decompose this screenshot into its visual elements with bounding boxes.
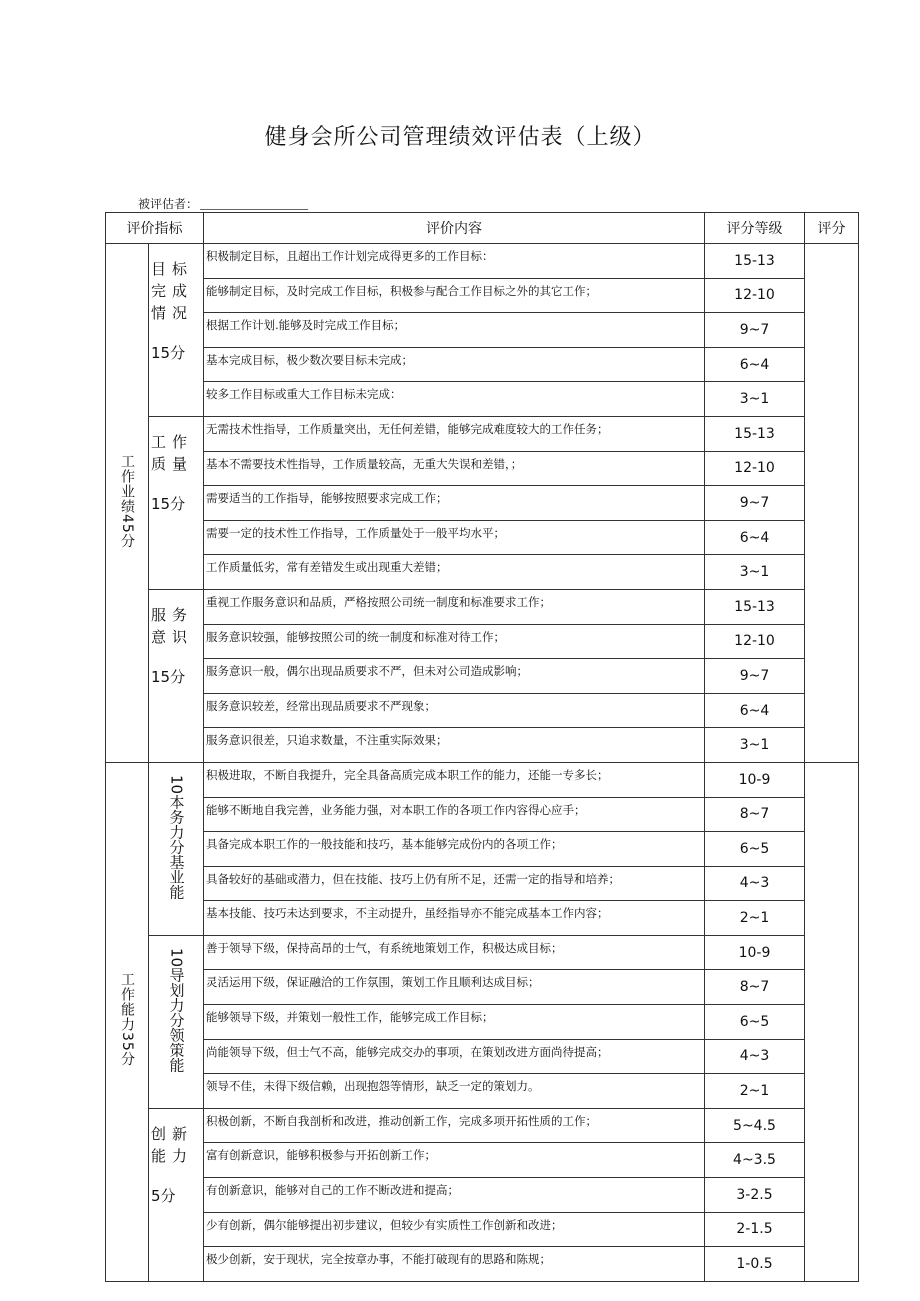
criteria-text: 服务意识很差，只追求数量，不注重实际效果； — [204, 728, 705, 763]
table-row — [106, 832, 859, 867]
criteria-text: 需要适当的工作指导，能够按照要求完成工作； — [204, 486, 705, 521]
grade-range: 2-1.5 — [705, 1212, 805, 1247]
subcategory-cell — [149, 589, 204, 762]
evaluatee-field — [138, 195, 308, 212]
criteria-text: 积极制定目标，且超出工作计划完成得更多的工作目标： — [204, 244, 705, 279]
criteria-text: 基本技能、技巧未达到要求，不主动提升，虽经指导亦不能完成基本工作内容； — [204, 901, 705, 936]
grade-range: 6~4 — [705, 693, 805, 728]
subcategory-name: 服务意识 — [151, 605, 194, 646]
criteria-text: 有创新意识，能够对自己的工作不断改进和提高； — [204, 1178, 705, 1213]
criteria-text: 能够领导下级，并策划一般性工作，能够完成工作目标； — [204, 1005, 705, 1040]
table-row — [106, 1005, 859, 1040]
subcategory-cell — [149, 762, 204, 935]
score-input-cell[interactable] — [805, 244, 859, 763]
grade-range: 8~7 — [705, 970, 805, 1005]
table-row — [106, 1074, 859, 1109]
grade-range: 10-9 — [705, 935, 805, 970]
category-name: 工作能力35分 — [119, 972, 135, 1068]
criteria-text: 重视工作服务意识和品质，严格按照公司统一制度和标准要求工作； — [204, 589, 705, 624]
subcategory-points: 5分 — [151, 1186, 176, 1205]
page-title: 健身会所公司管理绩效评估表（上级） — [264, 125, 656, 150]
table-row — [106, 659, 859, 694]
grade-range: 15-13 — [705, 416, 805, 451]
table-row — [106, 728, 859, 763]
criteria-text: 具备较好的基础或潜力，但在技能、技巧上仍有所不足，还需一定的指导和培养； — [204, 866, 705, 901]
subcategory-name: 目标完成情况 — [151, 260, 194, 322]
table-row — [106, 693, 859, 728]
table-row — [106, 416, 859, 451]
table-row — [106, 762, 859, 797]
grade-range: 15-13 — [705, 244, 805, 279]
criteria-text: 尚能领导下级，但士气不高，能够完成交办的事项，在策划改进方面尚待提高； — [204, 1039, 705, 1074]
subcategory-points: 15分 — [151, 667, 186, 686]
table-row — [106, 278, 859, 313]
subcategory-cell — [149, 935, 204, 1108]
subcategory-points: 10 — [167, 774, 186, 794]
criteria-text: 富有创新意识，能够积极参与开拓创新工作； — [204, 1143, 705, 1178]
criteria-text: 服务意识较差，经常出现品质要求不严现象； — [204, 693, 705, 728]
table-row — [106, 313, 859, 348]
criteria-text: 服务意识一般，偶尔出现品质要求不严，但未对公司造成影响； — [204, 659, 705, 694]
subcategory-name: 工作质量 — [151, 432, 194, 473]
evaluation-table — [105, 212, 859, 1282]
grade-range: 6~4 — [705, 347, 805, 382]
grade-range: 12-10 — [705, 624, 805, 659]
grade-range: 9~7 — [705, 659, 805, 694]
grade-range: 3~1 — [705, 555, 805, 590]
evaluatee-blank-line[interactable] — [200, 199, 308, 210]
grade-range: 4~3.5 — [705, 1143, 805, 1178]
grade-range: 15-13 — [705, 589, 805, 624]
subcategory-label — [168, 948, 185, 1072]
grade-range: 12-10 — [705, 278, 805, 313]
criteria-text: 善于领导下级，保持高昂的士气，有系统地策划工作，积极达成目标； — [204, 935, 705, 970]
table-row — [106, 797, 859, 832]
criteria-text: 能够制定目标，及时完成工作目标，积极参与配合工作目标之外的其它工作； — [204, 278, 705, 313]
grade-range: 9~7 — [705, 313, 805, 348]
category-cell — [106, 244, 149, 763]
grade-range: 3-2.5 — [705, 1178, 805, 1213]
criteria-text: 极少创新，安于现状，完全按章办事，不能打破现有的思路和陈规； — [204, 1247, 705, 1282]
table-row — [106, 555, 859, 590]
grade-range: 2~1 — [705, 901, 805, 936]
table-row — [106, 1039, 859, 1074]
subcategory-cell — [149, 1108, 204, 1281]
criteria-text: 基本完成目标，极少数次要目标未完成； — [204, 347, 705, 382]
grade-range: 8~7 — [705, 797, 805, 832]
criteria-text: 积极进取，不断自我提升，完全具备高质完成本职工作的能力，还能一专多长； — [204, 762, 705, 797]
criteria-text: 基本不需要技术性指导，工作质量较高，无重大失误和差错，； — [204, 451, 705, 486]
grade-range: 3~1 — [705, 382, 805, 417]
subcategory-cell — [149, 416, 204, 589]
category-cell — [106, 762, 149, 1281]
criteria-text: 能够不断地自我完善，业务能力强，对本职工作的各项工作内容得心应手； — [204, 797, 705, 832]
table-row — [106, 901, 859, 936]
subcategory-label — [168, 775, 185, 899]
table-row — [106, 935, 859, 970]
grade-range: 9~7 — [705, 486, 805, 521]
criteria-text: 少有创新，偶尔能够提出初步建议，但较少有实质性工作创新和改进； — [204, 1212, 705, 1247]
table-body — [106, 244, 859, 1282]
criteria-text: 具备完成本职工作的一般技能和技巧，基本能够完成份内的各项工作； — [204, 832, 705, 867]
table-row — [106, 382, 859, 417]
subcategory-name: 本务力分基业能 — [167, 794, 186, 899]
criteria-text: 工作质量低劣，常有差错发生或出现重大差错； — [204, 555, 705, 590]
subcategory-points: 10 — [167, 947, 186, 967]
table-row — [106, 347, 859, 382]
criteria-text: 服务意识较强，能够按照公司的统一制度和标准对待工作； — [204, 624, 705, 659]
table-row — [106, 244, 859, 279]
grade-range: 4~3 — [705, 866, 805, 901]
subcategory-points: 15分 — [151, 344, 186, 362]
table-row — [106, 1212, 859, 1247]
grade-range: 10-9 — [705, 762, 805, 797]
criteria-text: 灵活运用下级，保证融洽的工作氛围，策划工作且顺利达成目标； — [204, 970, 705, 1005]
category-name: 工作业绩45分 — [119, 453, 135, 549]
subcategory-name: 导划力分领策能 — [167, 966, 186, 1072]
header-grade: 评分等级 — [705, 213, 805, 244]
grade-range: 6~4 — [705, 520, 805, 555]
subcategory-points: 15分 — [151, 494, 186, 513]
header-score: 评分 — [805, 213, 859, 244]
criteria-text: 需要一定的技术性工作指导，工作质量处于一般平均水平； — [204, 520, 705, 555]
grade-range: 6~5 — [705, 832, 805, 867]
table-row — [106, 1178, 859, 1213]
grade-range: 5~4.5 — [705, 1108, 805, 1143]
table-row — [106, 624, 859, 659]
criteria-text: 领导不佳，未得下级信赖，出现抱怨等情形，缺乏一定的策划力。 — [204, 1074, 705, 1109]
grade-range: 6~5 — [705, 1005, 805, 1040]
criteria-text: 较多工作目标或重大工作目标未完成： — [204, 382, 705, 417]
subcategory-name: 创新能力 — [151, 1124, 194, 1165]
table-row — [106, 1143, 859, 1178]
table-row — [106, 970, 859, 1005]
criteria-text: 根据工作计划.能够及时完成工作目标； — [204, 313, 705, 348]
evaluatee-label: 被评估者： — [138, 197, 199, 211]
subcategory-cell — [149, 244, 204, 417]
table-row — [106, 1247, 859, 1282]
score-input-cell[interactable] — [805, 762, 859, 1281]
criteria-text: 无需技术性指导，工作质量突出，无任何差错，能够完成难度较大的工作任务； — [204, 416, 705, 451]
grade-range: 4~3 — [705, 1039, 805, 1074]
criteria-text: 积极创新，不断自我剖析和改进，推动创新工作，完成多项开拓性质的工作； — [204, 1108, 705, 1143]
table-row — [106, 866, 859, 901]
table-row — [106, 520, 859, 555]
table-row — [106, 486, 859, 521]
grade-range: 12-10 — [705, 451, 805, 486]
table-row — [106, 451, 859, 486]
table-row — [106, 589, 859, 624]
grade-range: 1-0.5 — [705, 1247, 805, 1282]
table-header-row — [106, 213, 859, 244]
grade-range: 3~1 — [705, 728, 805, 763]
header-content: 评价内容 — [204, 213, 705, 244]
header-indicator: 评价指标 — [106, 213, 204, 244]
grade-range: 2~1 — [705, 1074, 805, 1109]
table-row — [106, 1108, 859, 1143]
